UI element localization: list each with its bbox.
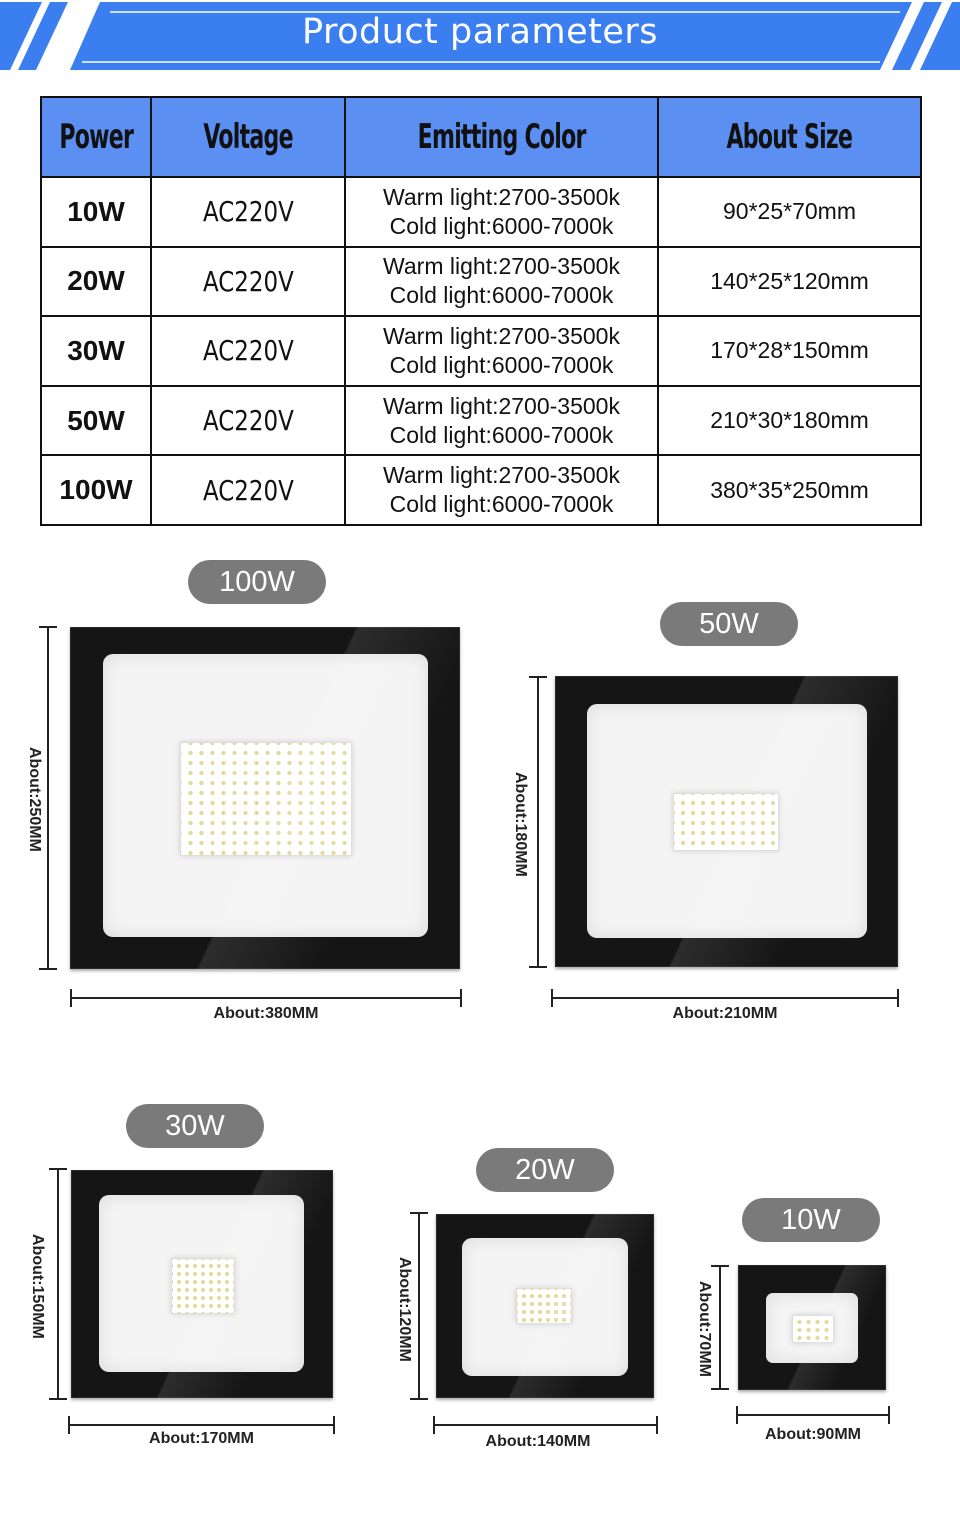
voltage-cell: AC220V bbox=[151, 386, 345, 456]
height-line-20w bbox=[418, 1212, 420, 1400]
width-line-100w bbox=[70, 997, 462, 999]
size-cell: 170*28*150mm bbox=[658, 316, 921, 386]
height-label-20w: About:120MM bbox=[396, 1257, 413, 1362]
label-20w-pill: 20W bbox=[476, 1148, 614, 1192]
width-label-100w: About:380MM bbox=[213, 1005, 319, 1022]
height-label-10w: About:70MM bbox=[696, 1281, 713, 1377]
power-cell: 100W bbox=[41, 455, 151, 525]
header-emitting-color: Emitting Color bbox=[345, 97, 658, 177]
title-banner bbox=[0, 0, 960, 72]
emitting-color-cell: Warm light:2700-3500k Cold light:6000-7000k bbox=[345, 316, 658, 386]
size-cell: 380*35*250mm bbox=[658, 455, 921, 525]
height-label-50w: About:180MM bbox=[512, 772, 529, 877]
power-cell: 30W bbox=[41, 316, 151, 386]
size-cell: 210*30*180mm bbox=[658, 386, 921, 456]
label-10w-pill: 10W bbox=[742, 1198, 880, 1242]
voltage-cell: AC220V bbox=[151, 455, 345, 525]
table-row bbox=[41, 386, 921, 456]
power-cell: 20W bbox=[41, 247, 151, 317]
label-100w-pill: 100W bbox=[188, 560, 326, 604]
voltage-cell: AC220V bbox=[151, 247, 345, 317]
height-line-10w bbox=[719, 1265, 721, 1390]
floodlight-10w-image bbox=[738, 1265, 886, 1390]
width-line-50w bbox=[551, 997, 899, 999]
width-line-30w bbox=[68, 1424, 335, 1426]
table-row bbox=[41, 247, 921, 317]
floodlight-50w-image bbox=[555, 676, 898, 967]
floodlight-30w-image bbox=[71, 1170, 333, 1398]
height-line-30w bbox=[57, 1168, 59, 1400]
height-label-30w: About:150MM bbox=[29, 1234, 46, 1339]
label-50w-pill: 50W bbox=[660, 602, 798, 646]
height-line-50w bbox=[537, 676, 539, 968]
floodlight-20w-image bbox=[436, 1214, 654, 1398]
width-line-20w bbox=[433, 1424, 658, 1426]
header-about-size: About Size bbox=[658, 97, 921, 177]
width-line-10w bbox=[736, 1414, 890, 1416]
floodlight-100w-image bbox=[70, 627, 460, 969]
emitting-color-cell: Warm light:2700-3500k Cold light:6000-7000k bbox=[345, 386, 658, 456]
label-30w-pill: 30W bbox=[126, 1104, 264, 1148]
size-cell: 140*25*120mm bbox=[658, 247, 921, 317]
width-label-20w: About:140MM bbox=[485, 1433, 591, 1450]
size-cell: 90*25*70mm bbox=[658, 177, 921, 247]
power-cell: 10W bbox=[41, 177, 151, 247]
table-row bbox=[41, 316, 921, 386]
table-row bbox=[41, 177, 921, 247]
width-label-30w: About:170MM bbox=[149, 1430, 254, 1447]
voltage-cell: AC220V bbox=[151, 316, 345, 386]
width-label-10w: About:90MM bbox=[765, 1426, 861, 1443]
voltage-cell: AC220V bbox=[151, 177, 345, 247]
header-power: Power bbox=[41, 97, 151, 177]
table-row bbox=[41, 455, 921, 525]
width-label-50w: About:210MM bbox=[672, 1005, 778, 1022]
height-label-100w: About:250MM bbox=[26, 747, 43, 852]
product-parameters-table bbox=[40, 96, 922, 526]
page-title: Product parameters bbox=[301, 12, 659, 52]
power-cell: 50W bbox=[41, 386, 151, 456]
emitting-color-cell: Warm light:2700-3500k Cold light:6000-7000k bbox=[345, 455, 658, 525]
header-voltage: Voltage bbox=[151, 97, 345, 177]
emitting-color-cell: Warm light:2700-3500k Cold light:6000-7000k bbox=[345, 247, 658, 317]
emitting-color-cell: Warm light:2700-3500k Cold light:6000-7000k bbox=[345, 177, 658, 247]
table-header-row bbox=[41, 97, 921, 177]
height-line-100w bbox=[47, 626, 49, 970]
